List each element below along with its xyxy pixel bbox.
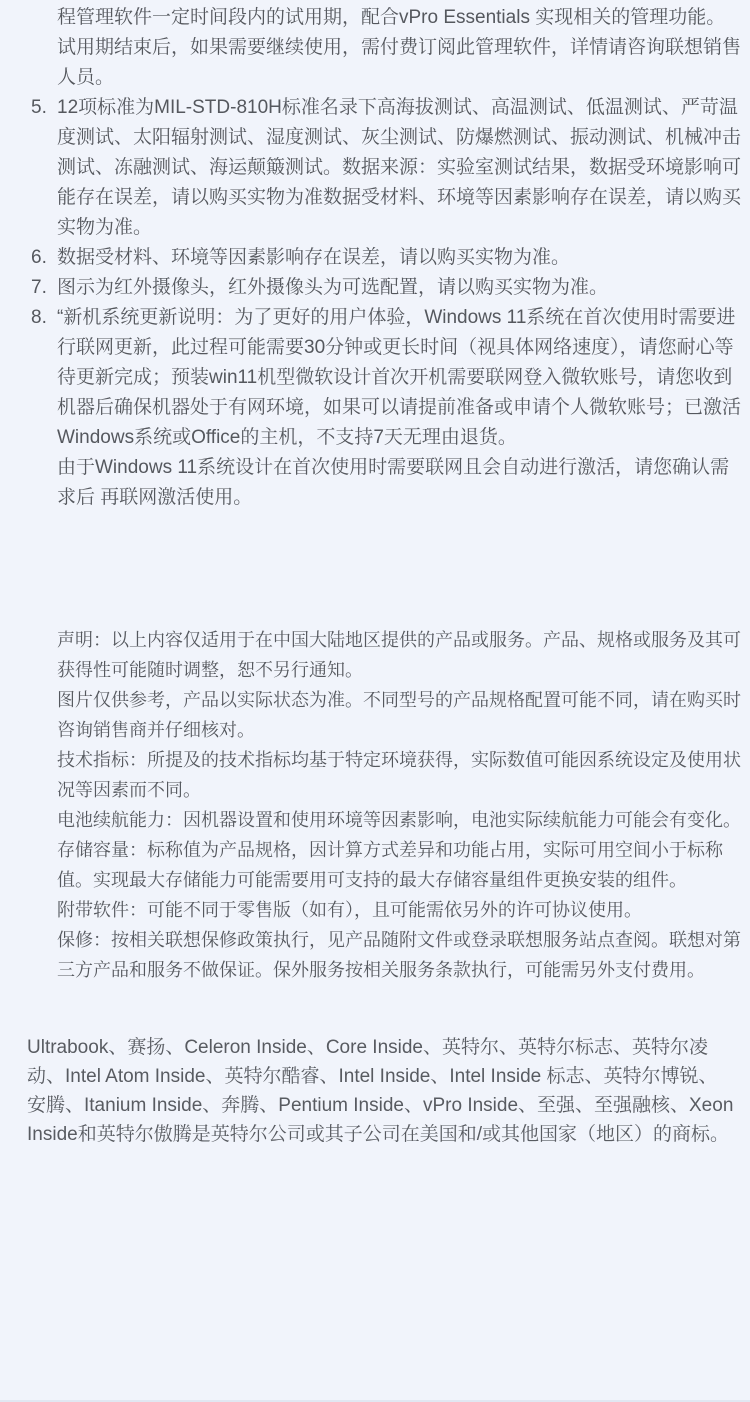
disclaimer-section [0,625,750,985]
note-item-8 [31,303,743,513]
note-item-7 [31,273,743,303]
note-number-5: 5. [31,97,47,118]
intel-trademark-section [0,1033,750,1149]
disclaimer-tech-specs: 技术指标：所提及的技术指标均基于特定环境获得，实际数值可能因系统设定及使用状况等因素而不同。 [57,750,741,800]
disclaimer-storage: 存储容量：标称值为产品规格，因计算方式差异和功能占用，实际可用空间小于标称值。实现最大存储能力可能需要用可支持的最大存储容量组件更换安装的组件。 [57,840,723,890]
note-text-8-paragraph-2: 由于Windows 11系统设计在首次使用时需要联网且会自动进行激活，请您确认需求后 再联网激活使用。 [57,457,730,508]
disclaimer-software: 附带软件：可能不同于零售版（如有），且可能需依另外的许可协议使用。 [57,900,642,920]
disclaimer-warranty: 保修：按相关联想保修政策执行，见产品随附文件或登录联想服务站点查阅。联想对第三方产品和服务不做保证。保外服务按相关服务条款执行，可能需另外支付费用。 [57,930,741,980]
disclaimer-statement: 声明：以上内容仅适用于在中国大陆地区提供的产品或服务。产品、规格或服务及其可获得性可能随时调整，恕不另行通知。 [57,630,741,680]
note-text-7: 图示为红外摄像头，红外摄像头为可选配置，请以购买实物为准。 [57,277,609,298]
note-number-8: 8. [31,307,47,328]
footnotes-section [0,0,750,513]
note-number-6: 6. [31,247,47,268]
disclaimer-battery: 电池续航能力：因机器设置和使用环境等因素影响，电池实际续航能力可能会有变化。 [57,810,741,830]
note-item-4-continuation: 程管理软件一定时间段内的试用期，配合vPro Essentials 实现相关的管理功能。试用期结束后，如果需要继续使用，需付费订阅此管理软件，详情请咨询联想销售人员。 [57,7,742,88]
note-text-6: 数据受材料、环境等因素影响存在误差，请以购买实物为准。 [57,247,571,268]
intel-trademark-text: Ultrabook、赛扬、Celeron Inside、Core Inside、英特尔、英特尔标志、英特尔凌动、Intel Atom Inside、英特尔酷睿、Intel Inside、Intel Inside 标志、英特尔博锐、安腾、Itanium Inside、奔腾、Pentium Inside、vPro Inside、至强、至强融核、Xeon Inside和英特尔傲腾是英特尔公司或其子公司在美国和/或其他国家（地区）的商标。 [27,1037,734,1145]
note-number-7: 7. [31,277,47,298]
note-item-5 [31,93,743,243]
disclaimer-images: 图片仅供参考，产品以实际状态为准。不同型号的产品规格配置可能不同，请在购买时咨询销售商并仔细核对。 [57,690,741,740]
note-item-6 [31,243,743,273]
note-text-8: “新机系统更新说明：为了更好的用户体验，Windows 11系统在首次使用时需要进行联网更新，此过程可能需要30分钟或更长时间（视具体网络速度），请您耐心等待更新完成；预装win11机型微软设计首次开机需要联网登入微软账号，请您收到机器后确保机器处于有网环境，如果可以请提前准备或申请个人微软账号；已激活Windows系统或Office的主机，不支持7天无理由退货。 [57,307,742,448]
note-text-5: 12项标准为MIL-STD-810H标准名录下高海拔测试、高温测试、低温测试、严苛温度测试、太阳辐射测试、湿度测试、灰尘测试、防爆燃测试、振动测试、机械冲击测试、冻融测试、海运颠簸测试。数据来源：实验室测试结果，数据受环境影响可能存在误差，请以购买实物为准数据受材料、环境等因素影响存在误差，请以购买实物为准。 [57,97,742,238]
